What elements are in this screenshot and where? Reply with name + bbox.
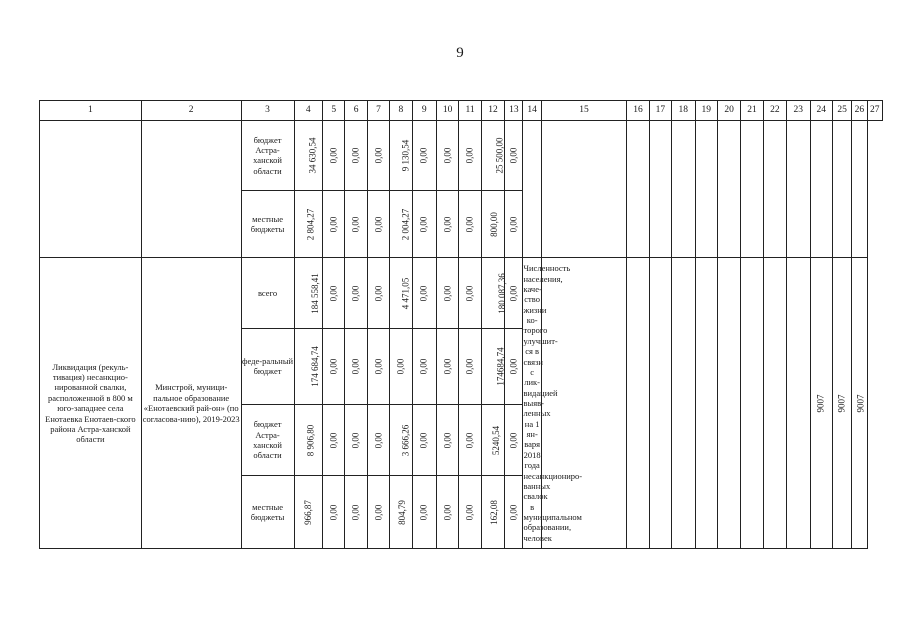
executor-cell: Минстрой, муници-пальное образование «Енотаевский рай-он» (по согласова-нию), 2019-2023 — [141, 258, 241, 549]
value-cell — [505, 258, 523, 329]
value-text: 0,00 — [328, 216, 339, 232]
value-cell — [459, 258, 481, 329]
table-row — [40, 258, 883, 329]
value-cell — [459, 404, 481, 476]
empty-cell — [787, 121, 810, 258]
header-cell: 24 — [810, 101, 832, 121]
value-cell — [412, 258, 436, 329]
value-text: 0,00 — [372, 285, 383, 302]
value-cell — [412, 476, 436, 549]
value-cell — [294, 190, 323, 258]
value-cell — [390, 476, 412, 549]
value-cell — [294, 476, 323, 549]
value-cell — [459, 329, 481, 405]
value-cell — [323, 258, 345, 329]
value-cell — [436, 404, 458, 476]
header-cell: 17 — [649, 101, 671, 121]
empty-cell — [763, 121, 786, 258]
value-text: 0,00 — [395, 358, 406, 375]
header-cell: 21 — [741, 101, 763, 121]
value-text: 0,00 — [350, 504, 361, 521]
header-cell: 14 — [523, 101, 541, 121]
value-text: 0,00 — [372, 147, 383, 164]
value-text: 0,00 — [372, 504, 383, 521]
indicator-value: 9007 — [855, 394, 866, 413]
value-text: 0,00 — [442, 504, 453, 521]
header-cell: 6 — [345, 101, 367, 121]
value-text: 174684,74 — [495, 347, 506, 386]
empty-cell — [695, 258, 717, 549]
value-text: 25 500,00 — [494, 137, 505, 174]
empty-cell — [695, 121, 717, 258]
value-text: 0,00 — [418, 147, 429, 164]
indicator-value-cell — [852, 258, 867, 549]
value-text: 0,00 — [372, 358, 383, 375]
empty-cell — [672, 258, 695, 549]
value-text: 0,00 — [328, 285, 339, 302]
value-cell — [367, 404, 389, 476]
value-cell — [481, 404, 504, 476]
empty-cell — [787, 258, 810, 549]
header-cell: 18 — [672, 101, 695, 121]
value-text: 0,00 — [372, 432, 383, 448]
empty-cell — [717, 258, 740, 549]
value-cell — [481, 476, 504, 549]
value-cell — [505, 121, 523, 191]
empty-cell — [717, 121, 740, 258]
value-cell — [323, 404, 345, 476]
value-text: 3 666,26 — [400, 424, 411, 456]
value-text: 0,00 — [508, 432, 519, 448]
empty-cell — [541, 258, 627, 549]
value-text: 0,00 — [418, 358, 429, 375]
value-text: 34 630,54 — [307, 137, 318, 174]
value-text: 0,00 — [508, 358, 519, 375]
value-text: 0,00 — [508, 147, 519, 164]
funding-source: местные бюджеты — [241, 190, 294, 258]
value-text: 9 130,54 — [400, 139, 411, 172]
header-cell: 10 — [436, 101, 458, 121]
value-cell — [390, 329, 412, 405]
value-cell — [294, 329, 323, 405]
funding-source: местные бюджеты — [241, 476, 294, 549]
value-text: 0,00 — [464, 216, 475, 232]
value-cell — [323, 476, 345, 549]
value-text: 0,00 — [328, 504, 339, 521]
funding-source: феде-ральный бюджет — [241, 329, 294, 405]
value-text: 0,00 — [328, 432, 339, 448]
value-cell — [390, 190, 412, 258]
indicator-value: 9007 — [836, 394, 847, 413]
value-text: 0,00 — [464, 504, 475, 521]
value-cell — [345, 190, 367, 258]
value-cell — [323, 329, 345, 405]
value-cell — [481, 329, 504, 405]
value-text: 2 804,27 — [304, 208, 315, 240]
value-text: 162,08 — [488, 499, 499, 525]
empty-cell — [541, 121, 627, 258]
value-text: 0,00 — [508, 285, 519, 302]
value-text: 0,00 — [350, 285, 361, 302]
value-cell — [505, 329, 523, 405]
header-cell: 16 — [627, 101, 649, 121]
value-text: 0,00 — [464, 358, 475, 375]
value-text: 2 004,27 — [400, 208, 411, 240]
value-text: 0,00 — [442, 216, 453, 232]
empty-cell — [649, 258, 671, 549]
value-cell — [412, 404, 436, 476]
value-text: 0,00 — [508, 504, 519, 521]
indicator-cell: Численность населения, каче-ство жизни ко-торого улучшит-ся в связи с лик-видацией выяв-ленных на 1 ян-варя 2018 года несанкциониро-ванных свалок в муниципальном образовании, человек — [523, 258, 541, 549]
value-text: 0,00 — [442, 285, 453, 302]
indicator-value-cell — [832, 258, 851, 549]
value-cell — [436, 121, 458, 191]
header-cell: 1 — [40, 101, 142, 121]
empty-cell — [832, 121, 851, 258]
value-text: 0,00 — [464, 147, 475, 164]
value-cell — [390, 121, 412, 191]
value-cell — [481, 190, 504, 258]
value-text: 0,00 — [328, 147, 339, 164]
value-cell — [412, 190, 436, 258]
executor-cell-empty — [141, 121, 241, 258]
header-cell: 15 — [541, 101, 627, 121]
empty-cell — [627, 258, 649, 549]
value-text: 0,00 — [350, 147, 361, 164]
empty-cell — [810, 121, 832, 258]
header-cell: 4 — [294, 101, 323, 121]
value-text: 800,00 — [488, 211, 499, 237]
value-cell — [345, 329, 367, 405]
value-text: 0,00 — [328, 358, 339, 375]
indicator-cell-empty — [523, 121, 541, 258]
header-cell: 13 — [505, 101, 523, 121]
header-cell: 22 — [763, 101, 786, 121]
value-text: 0,00 — [464, 285, 475, 302]
value-cell — [345, 404, 367, 476]
value-cell — [412, 121, 436, 191]
value-text: 0,00 — [464, 432, 475, 448]
value-cell — [345, 476, 367, 549]
header-cell: 2 — [141, 101, 241, 121]
indicator-value: 9007 — [815, 394, 826, 413]
value-cell — [323, 190, 345, 258]
empty-cell — [649, 121, 671, 258]
funding-source: всего — [241, 258, 294, 329]
value-text: 0,00 — [442, 147, 453, 164]
header-cell: 8 — [390, 101, 412, 121]
header-row — [40, 101, 883, 121]
header-cell: 3 — [241, 101, 294, 121]
measure-cell: Ликвидация (рекуль-тивация) несанкцио-нированной свалки, расположенной в 800 м юго-западнее села Енотаевка Енотаев-ского района Астра-ханской области — [40, 258, 142, 549]
value-text: 804,79 — [397, 499, 408, 525]
value-cell — [505, 404, 523, 476]
value-cell — [294, 258, 323, 329]
value-text: 174 684,74 — [309, 346, 320, 387]
value-cell — [323, 121, 345, 191]
header-cell: 27 — [867, 101, 883, 121]
value-text: 8 906,80 — [304, 424, 315, 456]
value-cell — [367, 476, 389, 549]
value-cell — [505, 476, 523, 549]
value-cell — [367, 258, 389, 329]
empty-cell — [741, 121, 763, 258]
header-cell: 26 — [852, 101, 867, 121]
value-cell — [436, 258, 458, 329]
header-cell: 23 — [787, 101, 810, 121]
funding-source: бюджет Астра-ханской области — [241, 121, 294, 191]
value-text: 0,00 — [372, 216, 383, 232]
value-text: 5240,54 — [490, 425, 501, 455]
value-cell — [505, 190, 523, 258]
value-text: 0,00 — [508, 216, 519, 232]
indicator-value-cell — [810, 258, 832, 549]
value-cell — [436, 190, 458, 258]
header-cell: 5 — [323, 101, 345, 121]
value-text: 0,00 — [350, 432, 361, 448]
value-cell — [436, 329, 458, 405]
page-number: 9 — [456, 45, 464, 61]
header-cell: 25 — [832, 101, 851, 121]
value-text: 180 087,36 — [496, 272, 507, 314]
value-text: 0,00 — [418, 504, 429, 521]
empty-cell — [763, 258, 786, 549]
funding-source: бюджет Астра-ханской области — [241, 404, 294, 476]
value-cell — [459, 190, 481, 258]
value-cell — [459, 476, 481, 549]
value-text: 0,00 — [350, 358, 361, 375]
header-cell: 9 — [412, 101, 436, 121]
header-cell: 19 — [695, 101, 717, 121]
value-text: 0,00 — [442, 358, 453, 375]
value-text: 0,00 — [418, 432, 429, 448]
value-cell — [412, 329, 436, 405]
header-cell: 7 — [367, 101, 389, 121]
value-text: 0,00 — [418, 216, 429, 232]
empty-cell — [672, 121, 695, 258]
value-cell — [367, 121, 389, 191]
measure-cell-empty — [40, 121, 142, 258]
value-cell — [481, 258, 507, 329]
value-cell — [294, 121, 323, 191]
value-cell — [345, 258, 367, 329]
value-cell — [294, 404, 323, 476]
value-text: 0,00 — [442, 432, 453, 448]
value-cell — [459, 121, 481, 191]
table-row — [40, 121, 883, 191]
value-text: 4 471,05 — [400, 277, 411, 309]
value-cell — [436, 476, 458, 549]
header-cell: 11 — [459, 101, 481, 121]
value-text: 966,87 — [302, 499, 313, 525]
header-cell: 20 — [717, 101, 740, 121]
empty-cell — [852, 121, 867, 258]
value-cell — [481, 121, 504, 191]
value-cell — [390, 404, 412, 476]
value-cell — [390, 258, 412, 329]
program-table — [39, 100, 883, 549]
value-cell — [367, 329, 389, 405]
value-cell — [367, 190, 389, 258]
empty-cell — [741, 258, 763, 549]
value-cell — [345, 121, 367, 191]
value-text: 184 558,41 — [309, 272, 320, 314]
header-cell: 12 — [481, 101, 504, 121]
empty-cell — [627, 121, 649, 258]
value-text: 0,00 — [418, 285, 429, 302]
value-text: 0,00 — [350, 216, 361, 232]
